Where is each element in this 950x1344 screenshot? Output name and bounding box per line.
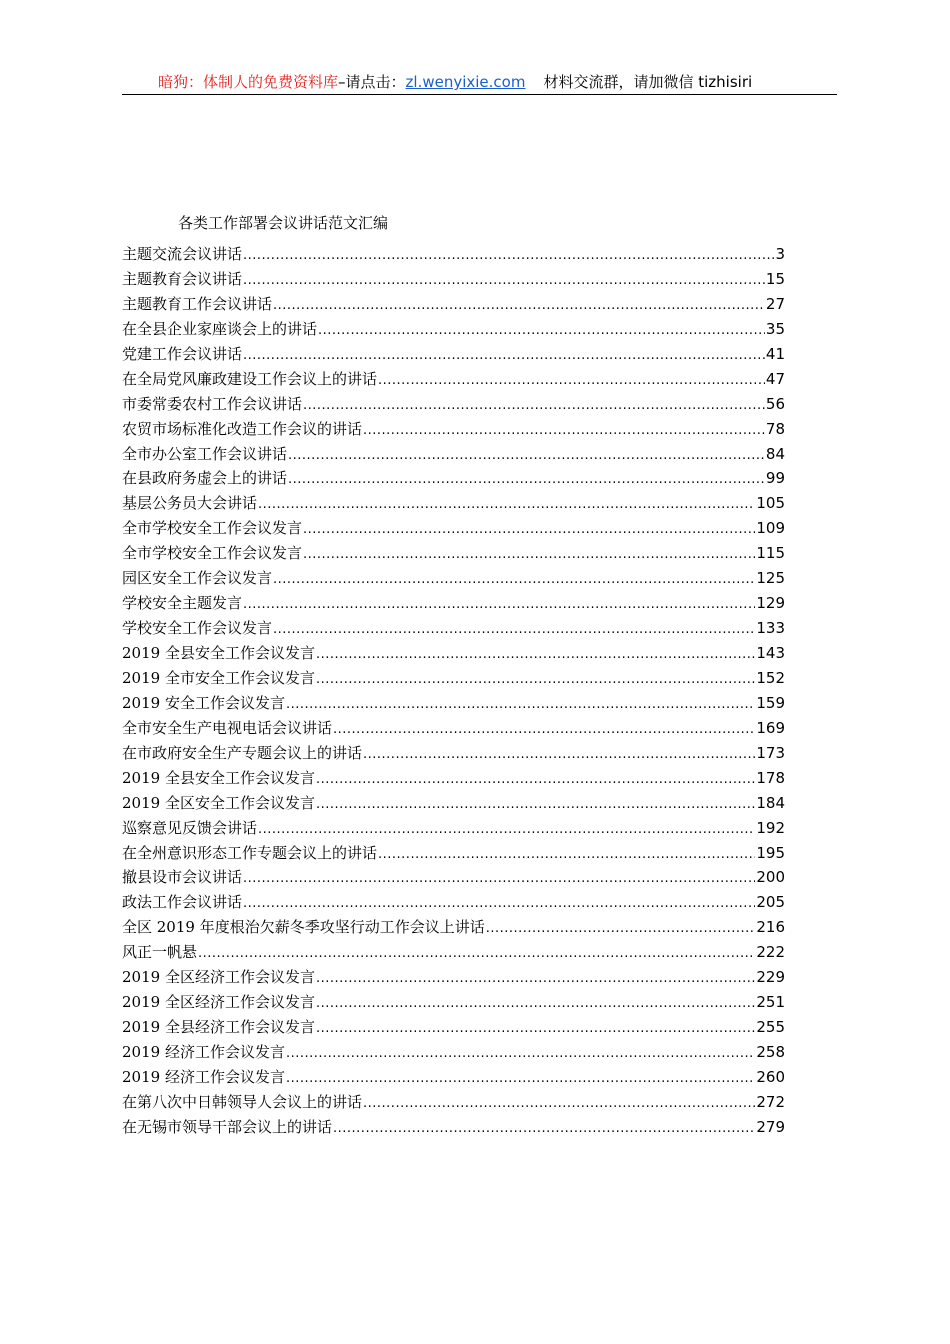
toc-entry[interactable] (122, 865, 785, 890)
toc-leader-dots (198, 942, 755, 967)
toc-entry[interactable] (122, 466, 785, 491)
toc-entry-title: 主题交流会议讲话 (122, 245, 243, 263)
toc-entry-title: 撤县设市会议讲话 (122, 868, 243, 887)
toc-leader-dots (286, 693, 755, 718)
toc-entry[interactable] (122, 990, 785, 1015)
toc-entry-page: 279 (756, 1117, 785, 1136)
toc-leader-dots (363, 743, 755, 768)
toc-leader-dots (316, 793, 755, 818)
toc-leader-dots (288, 468, 765, 493)
toc-entry-title: 全市学校安全工作会议发言 (122, 544, 303, 563)
page-header (122, 68, 837, 95)
toc-entry[interactable] (122, 392, 785, 417)
toc-entry-page: 260 (756, 1067, 785, 1086)
toc-entry-page: 152 (756, 668, 785, 687)
header-contact: 材料交流群，请加微信 tizhisiri (543, 73, 753, 91)
toc-entry-title: 市委常委农村工作会议讲话 (122, 394, 303, 413)
toc-leader-dots (243, 593, 755, 618)
toc-entry[interactable] (122, 342, 785, 367)
toc-entry-title: 巡察意见反馈会讲话 (122, 818, 258, 837)
toc-entry[interactable] (122, 267, 785, 292)
toc-entry-page: 192 (756, 818, 785, 837)
toc-entry[interactable] (122, 317, 785, 342)
toc-leader-dots (486, 917, 756, 942)
toc-leader-dots (316, 1017, 755, 1042)
toc-entry-page: 216 (756, 918, 785, 937)
toc-entry-page: 195 (756, 843, 785, 862)
toc-leader-dots (243, 244, 774, 269)
toc-entry-title: 全市安全生产电视电话会议讲话 (122, 718, 333, 737)
toc-entry[interactable] (122, 666, 785, 691)
toc-entry-page: 99 (765, 469, 785, 488)
toc-entry-title: 2019 全县安全工作会议发言 (122, 644, 315, 662)
toc-entry-page: 15 (765, 269, 785, 288)
toc-entry-title: 2019 全县经济工作会议发言 (122, 1018, 315, 1037)
toc-entry-page: 84 (765, 444, 785, 463)
toc-entry[interactable] (122, 1065, 785, 1090)
toc-entry-title: 全市学校安全工作会议发言 (122, 519, 303, 538)
toc-entry-title: 在无锡市领导干部会议上的讲话 (122, 1117, 333, 1136)
toc-entry[interactable] (122, 641, 785, 666)
toc-entry-page: 115 (756, 544, 785, 563)
toc-entry-title: 在第八次中日韩领导人会议上的讲话 (122, 1092, 363, 1111)
toc-entry-title: 2019 安全工作会议发言 (122, 693, 285, 712)
toc-leader-dots (286, 1067, 755, 1092)
toc-entry-title: 园区安全工作会议发言 (122, 569, 273, 588)
toc-entry-title: 在全县企业家座谈会上的讲话 (122, 319, 318, 338)
toc-entry-title: 2019 全区经济工作会议发言 (122, 993, 315, 1012)
toc-entry-title: 2019 经济工作会议发言 (122, 1067, 285, 1086)
toc-leader-dots (303, 518, 755, 543)
toc-entry-page: 229 (756, 968, 785, 987)
toc-leader-dots (378, 369, 765, 394)
toc-entry-page: 258 (756, 1043, 785, 1061)
toc-entry-page: 184 (756, 793, 785, 812)
toc-entry-page: 35 (765, 319, 785, 338)
toc-entry-page: 173 (756, 743, 785, 762)
toc-entry[interactable] (122, 242, 785, 267)
toc-entry-title: 主题教育工作会议讲话 (122, 294, 273, 313)
toc-entry[interactable] (122, 766, 785, 791)
toc-leader-dots (333, 1117, 755, 1142)
toc-entry-title: 学校安全主题发言 (122, 594, 243, 613)
toc-entry-page: 105 (756, 494, 785, 513)
toc-leader-dots (316, 992, 755, 1017)
toc-entry-title: 政法工作会议讲话 (122, 893, 243, 912)
toc-entry-title: 主题教育会议讲话 (122, 269, 243, 288)
toc-entry[interactable] (122, 566, 785, 591)
toc-entry[interactable] (122, 417, 785, 442)
toc-entry-page: 251 (756, 993, 785, 1012)
toc-entry-page: 205 (756, 893, 785, 912)
toc-entry-page: 222 (756, 943, 785, 962)
toc-entry-page: 78 (765, 419, 785, 438)
toc-leader-dots (316, 668, 755, 693)
toc-leader-dots (273, 568, 755, 593)
toc-leader-dots (243, 867, 755, 892)
header-link[interactable]: zl.wenyixie.com (405, 73, 526, 91)
toc-leader-dots (273, 294, 765, 319)
toc-entry-page: 200 (756, 868, 785, 887)
toc-entry-title: 风正一帆悬 (122, 943, 198, 962)
toc-entry[interactable] (122, 367, 785, 392)
header-site-name: 暗狗：体制人的免费资料库 (158, 73, 339, 91)
toc-entry-title: 2019 全市安全工作会议发言 (122, 668, 315, 687)
toc-entry[interactable] (122, 1115, 785, 1140)
toc-leader-dots (273, 618, 755, 643)
toc-entry-page: 133 (756, 619, 785, 638)
toc-entry[interactable] (122, 541, 785, 566)
toc-entry-page: 3 (775, 245, 785, 263)
toc-entry-title: 在全州意识形态工作专题会议上的讲话 (122, 843, 378, 862)
toc-entry[interactable] (122, 890, 785, 915)
toc-leader-dots (316, 967, 755, 992)
toc-entry-title: 全区 2019 年度根治欠薪冬季攻坚行动工作会议上讲话 (122, 918, 485, 937)
toc-entry-title: 2019 全区经济工作会议发言 (122, 968, 315, 987)
toc-entry-page: 143 (756, 644, 785, 662)
toc-entry-page: 125 (756, 569, 785, 588)
toc-entry[interactable] (122, 940, 785, 965)
toc-entry-page: 109 (756, 519, 785, 538)
toc-leader-dots (363, 419, 765, 444)
toc-entry-page: 272 (756, 1092, 785, 1111)
toc-leader-dots (258, 818, 755, 843)
toc-entry-title: 全市办公室工作会议讲话 (122, 444, 288, 463)
toc-leader-dots (316, 643, 755, 668)
toc-leader-dots (333, 718, 755, 743)
toc-entry-title: 2019 全县安全工作会议发言 (122, 768, 315, 787)
toc-entry-title: 2019 经济工作会议发言 (122, 1043, 285, 1061)
toc-entry[interactable] (122, 915, 785, 940)
toc-entry[interactable] (122, 816, 785, 841)
toc-leader-dots (258, 493, 755, 518)
toc-leader-dots (243, 344, 765, 369)
toc-entry[interactable] (122, 741, 785, 766)
toc-entry-title: 2019 全区安全工作会议发言 (122, 793, 315, 812)
toc-leader-dots (363, 1092, 755, 1117)
toc-leader-dots (286, 1042, 755, 1067)
toc-entry-title: 在全局党风廉政建设工作会议上的讲话 (122, 369, 378, 388)
toc-entry-title: 农贸市场标准化改造工作会议的讲话 (122, 419, 363, 438)
toc-leader-dots (303, 543, 755, 568)
toc-entry[interactable] (122, 691, 785, 716)
toc-entry[interactable] (122, 1015, 785, 1040)
header-prompt: –请点击： (338, 73, 406, 91)
toc-entry-title: 在市政府安全生产专题会议上的讲话 (122, 743, 363, 762)
toc-entry[interactable] (122, 292, 785, 317)
toc-entry-page: 27 (765, 294, 785, 313)
toc-entry[interactable] (122, 791, 785, 816)
toc-entry-page: 129 (756, 594, 785, 613)
toc-entry[interactable] (122, 841, 785, 866)
toc-entry-title: 在县政府务虚会上的讲话 (122, 469, 288, 488)
toc-entry-page: 41 (765, 344, 785, 363)
toc-leader-dots (303, 394, 765, 419)
toc-entry[interactable] (122, 1090, 785, 1115)
toc-entry[interactable] (122, 616, 785, 641)
toc-leader-dots (378, 843, 755, 868)
toc-leader-dots (243, 892, 755, 917)
toc-entry[interactable] (122, 442, 785, 467)
toc-entry[interactable] (122, 965, 785, 990)
toc-entry-title: 党建工作会议讲话 (122, 344, 243, 363)
toc-leader-dots (318, 319, 765, 344)
toc-entry[interactable] (122, 716, 785, 741)
toc-entry-title: 基层公务员大会讲话 (122, 494, 258, 513)
toc-entry-page: 159 (756, 693, 785, 712)
toc-leader-dots (316, 768, 755, 793)
toc-entry[interactable] (122, 1040, 785, 1065)
toc-entry-page: 56 (765, 394, 785, 413)
toc-entry[interactable] (122, 516, 785, 541)
toc-leader-dots (288, 444, 765, 469)
header-line (158, 71, 752, 92)
toc-entry[interactable] (122, 491, 785, 516)
toc-entry-page: 169 (756, 718, 785, 737)
table-of-contents (122, 242, 785, 1140)
document-title: 各类工作部署会议讲话范文汇编 (178, 214, 389, 232)
toc-entry-title: 学校安全工作会议发言 (122, 619, 273, 638)
toc-entry-page: 178 (756, 768, 785, 787)
toc-entry[interactable] (122, 591, 785, 616)
toc-entry-page: 255 (756, 1018, 785, 1037)
toc-leader-dots (243, 269, 765, 294)
toc-entry-page: 47 (765, 369, 785, 388)
